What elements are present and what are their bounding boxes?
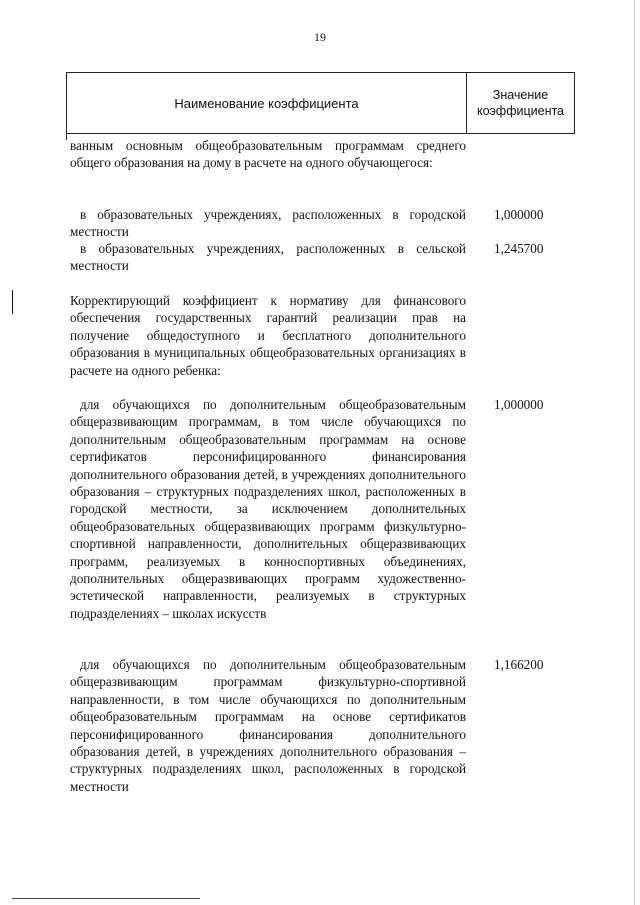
- coefficient-name-header: Наименование коэффициента: [174, 95, 359, 111]
- table-header: [66, 72, 575, 134]
- scan-edge-line: [634, 0, 635, 905]
- rural-value: 1,245700: [494, 241, 544, 256]
- footer-rule: [12, 898, 200, 899]
- corrective-heading: Корректирующий коэффициент к нормативу для финансового обеспечения государственных гарантий реализации прав на получение общедоступного и бесплатного дополнительного образования в муниципальных общеобразовательных организациях в расчете на одного ребенка:: [70, 293, 466, 378]
- additional-general-label: для обучающихся по дополнительным общеобразовательным общеразвивающим программам, в том числе обучающихся по дополнительным общеобразовательным программам на основе сертификатов персонифицированного финансирования дополнительного образования детей, в учреждениях дополнительного образования – структурных подразделениях школ, расположенных в городской местности, за исключением дополнительных общеобразовательных общеразвивающих программ физкультурно-спортивной направленности, дополнительных общеразвивающих программ, реализуемых в конноспортивных объединениях, дополнительных общеразвивающих программ художественно-эстетической направленности, реализуемых в структурных подразделениях – школах искусств: [70, 397, 466, 621]
- urban-label: в образовательных учреждениях, расположенных в городской местности: [70, 207, 466, 240]
- page-number: 19: [314, 30, 326, 44]
- value-header-line1: Значение: [492, 88, 549, 102]
- sports-value: 1,166200: [494, 657, 544, 672]
- additional-general-value: 1,000000: [494, 397, 544, 412]
- coefficient-value-header: [467, 73, 574, 133]
- rural-label: в образовательных учреждениях, расположенных в сельской местности: [70, 241, 466, 274]
- margin-mark: [12, 290, 13, 314]
- value-header-line2: коэффициента: [476, 104, 565, 118]
- sports-label: для обучающихся по дополнительным общеобразовательным общеразвивающим программам физкультурно-спортивной направленности, в том числе обучающихся по дополнительным общеобразовательным программам на основе сертификатов персонифицированного финансирования дополнительного образования детей, в учреждениях дополнительного образования – структурных подразделениях школ, расположенных в городской местности: [70, 657, 466, 794]
- continuation-text: ванным основным общеобразовательным программам среднего общего образования на дому в расчете на одного обучающегося:: [70, 138, 466, 171]
- urban-value: 1,000000: [494, 207, 544, 222]
- table-left-border-tick: [66, 134, 67, 140]
